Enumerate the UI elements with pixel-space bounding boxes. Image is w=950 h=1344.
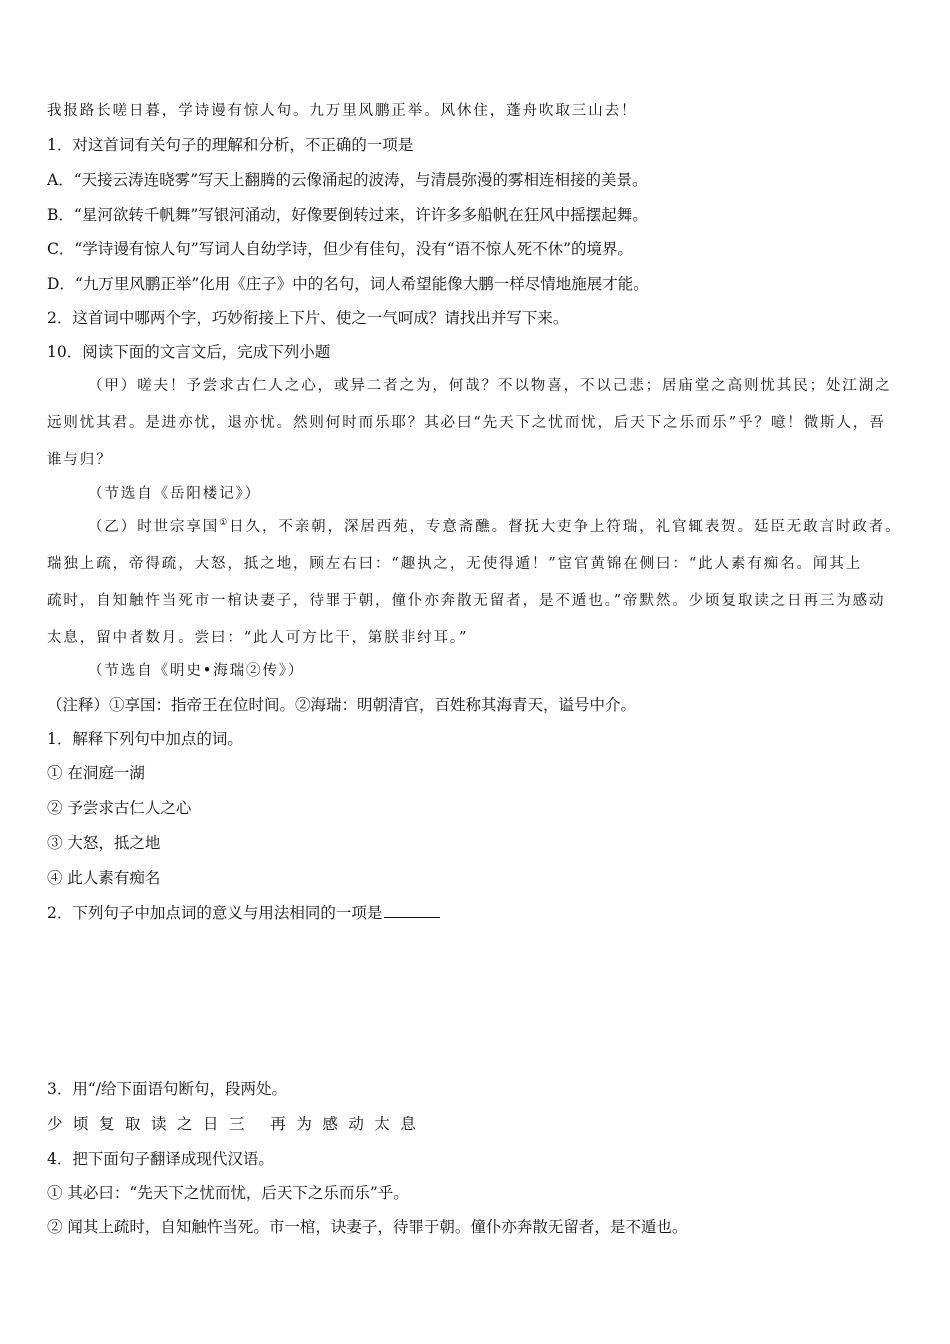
footnote-marker-1: ① [219,518,230,529]
passage-jia-line-1: （甲）嗟夫！予尝求古仁人之心，或异二者之为，何哉？不以物喜，不以己悲；居庙堂之高则忧其民；处江湖之 [88,378,892,394]
passage-yi-line-1-start: （乙）时世宗享国 [88,519,220,535]
sub-question-1-item-1: ① 在洞庭一湖 [47,764,145,782]
passage-yi-line-4: 太息，留中者数月。尝曰：“此人可方比干，第朕非纣耳。” [47,630,469,646]
sub-question-1-stem: 1．解释下列句中加点的词。 [47,730,243,748]
passage-yi-line-1 [88,516,908,538]
poem-question-1-option-c: C．“学诗谩有惊人句”写词人自幼学诗，但少有佳句，没有“语不惊人死不休”的境界。 [47,240,634,258]
sub-question-1-item-4: ④ 此人素有痴名 [47,869,161,887]
sub-question-4-item-1: ① 其必曰：“先天下之忧而忧，后天下之乐而乐”乎。 [47,1184,409,1202]
poem-tail-line: 我报路长嗟日暮，学诗谩有惊人句。九万里风鹏正举。风休住，蓬舟吹取三山去！ [47,103,638,119]
sub-question-3-text: 少顷复取读之日三 再为感动太息 [47,1115,427,1133]
poem-question-1-option-a: A．“天接云涛连晓雾”写天上翻腾的云像涌起的波涛，与清晨弥漫的雾相连相接的美景。 [47,171,648,189]
poem-question-2: 2．这首词中哪两个字，巧妙衔接上下片、使之一气呵成？请找出并写下来。 [47,309,569,327]
passage-jia-line-2: 远则忧其君。是进亦忧，退亦忧。然则何时而乐耶？其必曰“先天下之忧而忧，后天下之乐而乐”乎？噫！微斯人，吾 [47,415,886,431]
annotation-notes: （注释）①享国：指帝王在位时间。②海瑞：明朝清官，百姓称其海青天，谥号中介。 [47,696,637,714]
passage-yi-line-3: 疏时，自知触忤当死市一棺诀妻子，待罪于朝，僮仆亦奔散无留者，是不遁也。”帝默然。少顷复取读之日再三为感动 [47,593,886,609]
poem-question-1-option-d: D．“九万里风鹏正举”化用《庄子》中的名句，词人希望能像大鹏一样尽情地施展才能。 [47,275,649,293]
poem-question-1-option-b: B．“星河欲转千帆舞”写银河涌动，好像要倒转过来，许许多多船帆在狂风中摇摆起舞。 [47,206,648,224]
passage-yi-line-1-end: 日久，不亲朝，深居西苑，专意斋醮。督抚大吏争上符瑞，礼官辄表贺。廷臣无敢言时政者。 [229,519,902,535]
sub-question-3-stem: 3．用“/给下面语句断句，段两处。 [47,1080,288,1098]
question-10-heading: 10．阅读下面的文言文后，完成下列小题 [47,343,331,361]
poem-question-1-stem: 1．对这首词有关句子的理解和分析，不正确的一项是 [47,136,414,154]
sub-question-1-item-3: ③ 大怒，抵之地 [47,834,161,852]
passage-yi-source: （节选自《明史•海瑞②传》） [88,663,305,679]
sub-question-1-item-2: ② 予尝求古仁人之心 [47,799,192,817]
sub-question-2-stem-line [47,902,907,924]
sub-question-4-stem: 4．把下面句子翻译成现代汉语。 [47,1150,274,1168]
sub-question-2-stem: 2．下列句子中加点词的意义与用法相同的一项是 [47,904,383,922]
passage-jia-line-3: 谁与归？ [47,452,113,468]
answer-blank [384,902,440,918]
passage-jia-source: （节选自《岳阳楼记》） [88,486,262,502]
passage-yi-line-2: 瑞独上疏，帝得疏，大怒，抵之地，顾左右曰：“趣执之，无使得遁！”宦官黄锦在侧曰：“此人素有痴名。闻其上 [47,556,863,572]
sub-question-4-item-2: ② 闻其上疏时，自知触忤当死。市一棺，诀妻子，待罪于朝。僮仆亦奔散无留者，是不遁也。 [47,1218,688,1236]
